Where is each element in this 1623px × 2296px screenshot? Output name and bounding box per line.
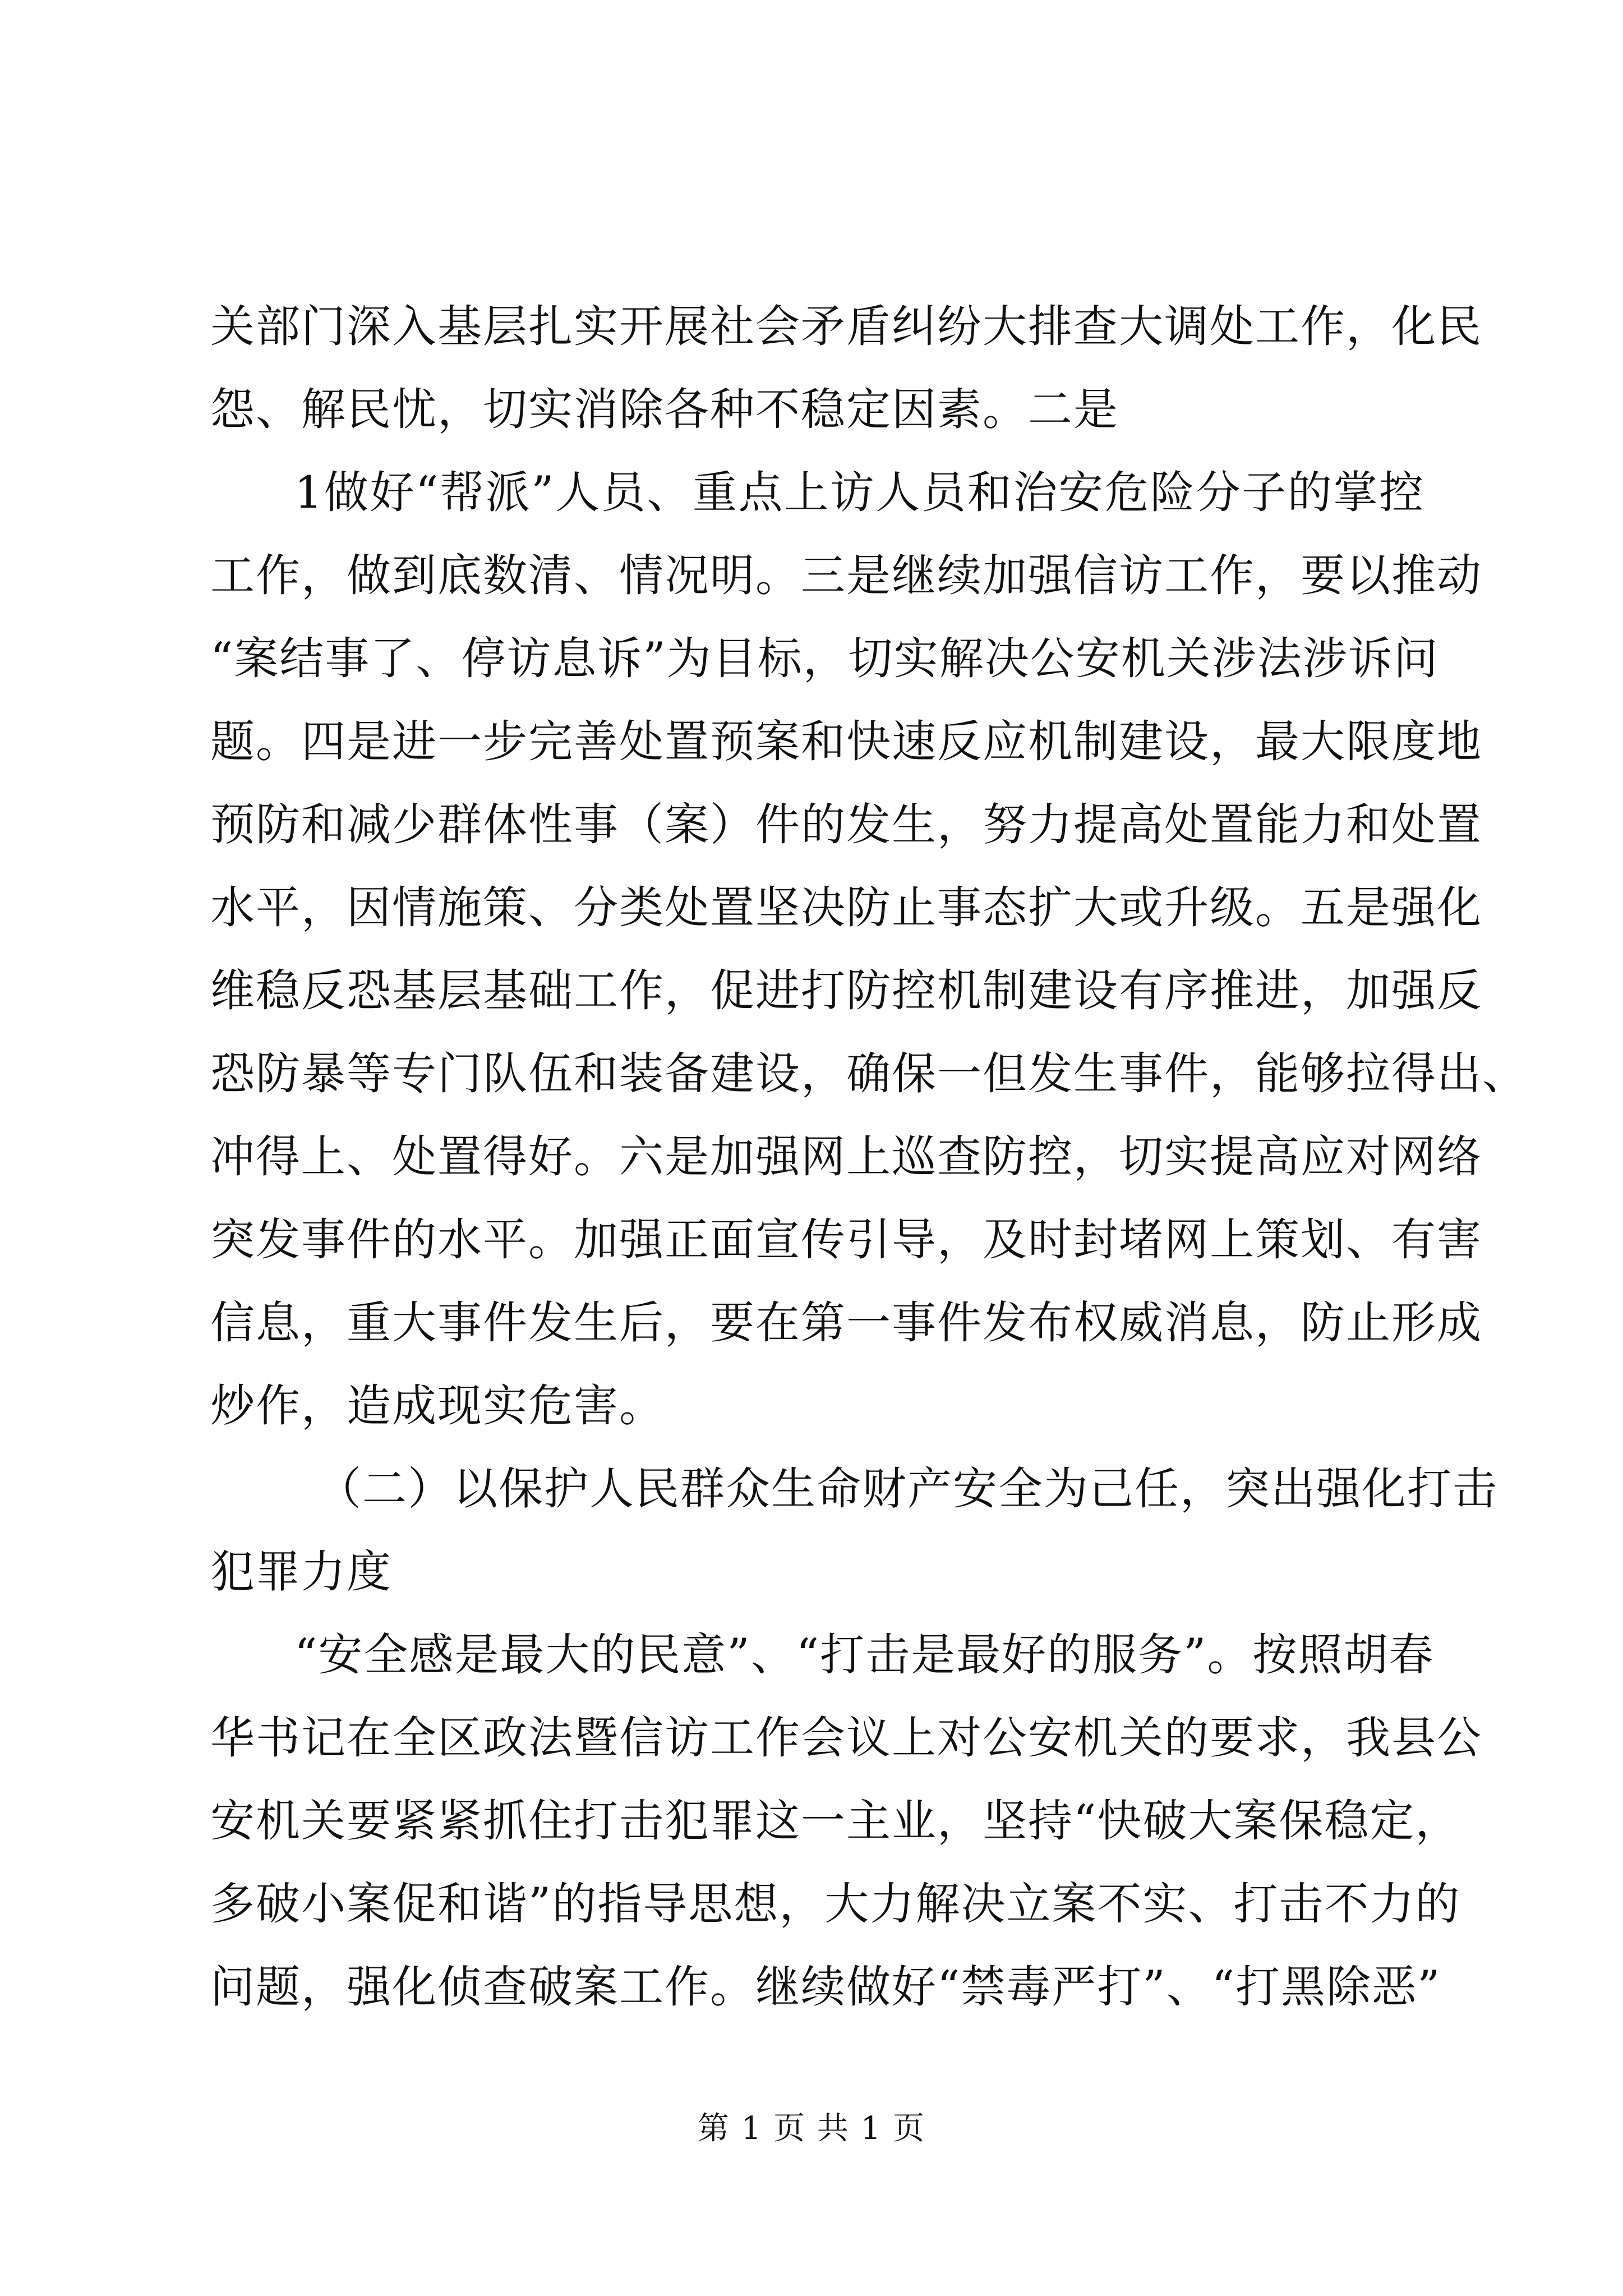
text-line: “案结事了、停访息诉”为目标，切实解决公安机关涉法涉诉问 xyxy=(210,633,1439,684)
text-line: 安机关要紧紧抓住打击犯罪这一主业，坚持“快破大案保稳定， xyxy=(210,1795,1461,1847)
text-line: 炒作，造成现实危害。 xyxy=(210,1380,665,1432)
text-line: 题。四是进一步完善处置预案和快速反应机制建设，最大限度地 xyxy=(210,716,1482,767)
page-footer: 第 1 页 共 1 页 xyxy=(697,2110,926,2147)
text-line: 冲得上、处置得好。六是加强网上巡查防控，切实提高应对网络 xyxy=(210,1131,1482,1182)
text-line: 多破小案促和谐”的指导思想，大力解决立案不实、打击不力的 xyxy=(210,1878,1461,1930)
text-line: 关部门深入基层扎实开展社会矛盾纠纷大排查大调处工作，化民 xyxy=(210,301,1482,352)
text-line: 维稳反恐基层基础工作，促进打防控机制建设有序推进，加强反 xyxy=(210,965,1482,1016)
text-line: 工作，做到底数清、情况明。三是继续加强信访工作，要以推动 xyxy=(210,550,1482,601)
text-line: 突发事件的水平。加强正面宣传引导，及时封堵网上策划、有害 xyxy=(210,1214,1482,1266)
section-heading-line: （二）以保护人民群众生命财产安全为己任，突出强化打击 xyxy=(317,1463,1498,1515)
text-line: 恐防暴等专门队伍和装备建设，确保一但发生事件，能够拉得出、 xyxy=(210,1048,1528,1099)
section-heading-line: 犯罪力度 xyxy=(210,1546,392,1598)
text-line: 信息，重大事件发生后，要在第一事件发布权威消息，防止形成 xyxy=(210,1297,1482,1349)
text-line: 水平，因情施策、分类处置坚决防止事态扩大或升级。五是强化 xyxy=(210,882,1482,933)
text-line: 怨、解民忧，切实消除各种不稳定因素。二是 xyxy=(210,384,1119,435)
text-line: 问题，强化侦查破案工作。继续做好“禁毒严打”、“打黑除恶” xyxy=(210,1961,1441,2013)
text-line: 1做好“帮派”人员、重点上访人员和治安危险分子的掌控 xyxy=(294,467,1424,518)
text-line: 预防和减少群体性事（案）件的发生，努力提高处置能力和处置 xyxy=(210,799,1482,850)
text-line: “安全感是最大的民意”、“打击是最好的服务”。按照胡春 xyxy=(294,1629,1435,1681)
text-line: 华书记在全区政法暨信访工作会议上对公安机关的要求，我县公 xyxy=(210,1712,1482,1764)
